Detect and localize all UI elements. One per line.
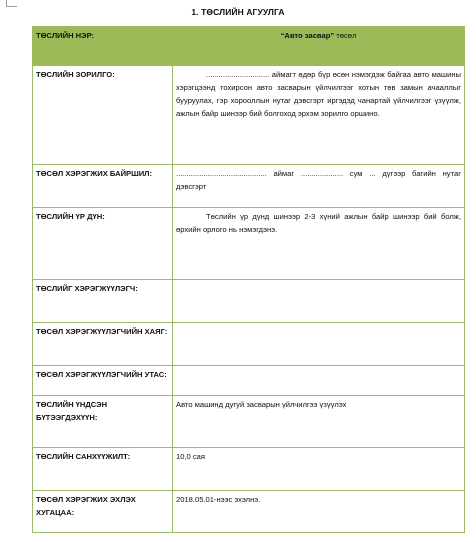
project-name-suffix: төсөл [334,31,357,40]
table-row-result [33,208,465,280]
goal-label: ТӨСЛИЙН ЗОРИЛГО: [33,66,173,165]
start-date-value: 2018.05.01-нээс эхэлнэ. [173,491,465,533]
table-row-address [33,323,465,366]
location-value: ........................................... аймаг .................... сум ... дүгээр багийн нутаг дэвсгэрт [173,165,465,208]
section-title: 1. ТӨСЛИЙН АГУУЛГА [191,7,285,17]
project-content-table [32,26,465,533]
phone-label: ТӨСӨЛ ХЭРЭГЖҮҮЛЭГЧИЙН УТАС: [33,366,173,396]
table-row-phone [33,366,465,396]
project-name-quoted: “Авто засвар” [280,31,335,40]
phone-value [173,366,465,396]
product-label: ТӨСЛИЙН ҮНДСЭН БҮТЭЭГДЭХҮҮН: [33,396,173,448]
goal-value [173,66,465,165]
table-row-product [33,396,465,448]
implementer-label: ТӨСЛИЙГ ХЭРЭГЖҮҮЛЭГЧ: [33,280,173,323]
table-row-implementer [33,280,465,323]
table-row-start-date [33,491,465,533]
implementer-value [173,280,465,323]
page-corner-mark [6,0,17,7]
result-label: ТӨСЛИЙН ҮР ДҮН: [33,208,173,280]
result-value [173,208,465,280]
funding-value: 10,0 сая [173,448,465,491]
table-row-location [33,165,465,208]
goal-text: .............................. аймагт өдөр бүр өсөн нэмэгдэж байгаа авто машины хэрэгцээнд тохирсон авто засварын үйлчилгээг хотын төв замын ачааллыг бууруулах, гэр хорооллын нутаг дэвсгэрт иргэдэд чанартай үйлчилгээг үзүүлж, ажлын байр шинээр бий болгоход эрхэм зорилго оршино. [176,70,461,118]
address-value [173,323,465,366]
result-text: Төслийн үр дүнд шинээр 2-3 хүний ажлын байр шинээр бий болж, өрхийн орлого нь нэмэгдэнэ. [176,212,461,234]
location-label: ТӨСӨЛ ХЭРЭГЖИХ БАЙРШИЛ: [33,165,173,208]
project-name-label: ТӨСЛИЙН НЭР: [33,27,173,66]
table-row-goal [33,66,465,165]
project-name-value [173,27,465,66]
address-label: ТӨСӨЛ ХЭРЭГЖҮҮЛЭГЧИЙН ХАЯГ: [33,323,173,366]
funding-label: ТӨСЛИЙН САНХҮҮЖИЛТ: [33,448,173,491]
project-name-row [33,27,465,66]
start-date-label: ТӨСӨЛ ХЭРЭГЖИХ ЭХЛЭХ ХУГАЦАА: [33,491,173,533]
table-row-funding [33,448,465,491]
product-value: Авто машинд дугуй засварын үйлчилгээ үзүүлэх [173,396,465,448]
